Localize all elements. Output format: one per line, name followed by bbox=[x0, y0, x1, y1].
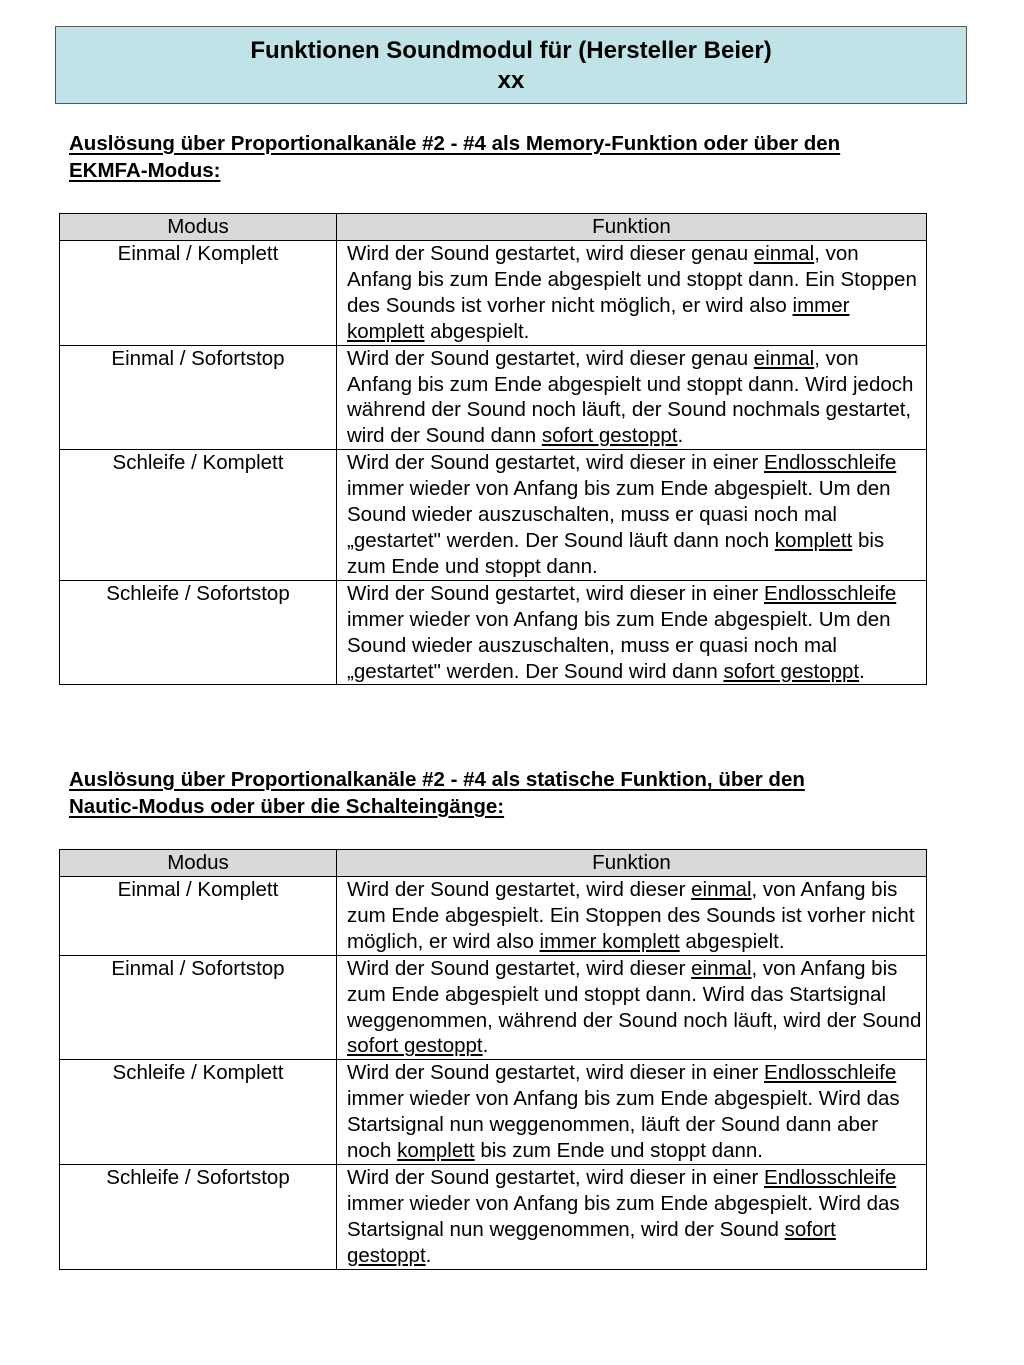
section-heading-memory bbox=[69, 130, 939, 184]
function-cell: Wird der Sound gestartet, wird dieser in einer Endlosschleife immer wieder von Anfang bis zum Ende abgespielt. Um den Sound wieder auszuschalten, muss er quasi noch mal „gestartet" werden. Der Sound wird dann sofort gestoppt. bbox=[337, 580, 927, 685]
page-title bbox=[55, 26, 967, 104]
function-cell: Wird der Sound gestartet, wird dieser einmal, von Anfang bis zum Ende abgespielt und stoppt dann. Wird das Startsignal weggenommen, während der Sound noch läuft, wird der Sound sofort gestoppt. bbox=[337, 955, 927, 1060]
mode-cell: Schleife / Sofortstop bbox=[60, 1164, 337, 1269]
section-heading-line: EKMFA-Modus: bbox=[69, 159, 221, 182]
mode-cell: Schleife / Sofortstop bbox=[60, 580, 337, 685]
function-cell: Wird der Sound gestartet, wird dieser in einer Endlosschleife immer wieder von Anfang bis zum Ende abgespielt. Wird das Startsignal nun weggenommen, wird der Sound sofort gestoppt. bbox=[337, 1164, 927, 1269]
table-row bbox=[60, 1164, 927, 1269]
section-heading-line: Auslösung über Proportionalkanäle #2 - #4 als statische Funktion, über den bbox=[69, 768, 805, 791]
memory-modes-table bbox=[59, 213, 927, 685]
section-heading-line: Nautic-Modus oder über die Schalteingänge: bbox=[69, 795, 505, 818]
column-header-function: Funktion bbox=[337, 850, 927, 877]
section-heading-static bbox=[69, 766, 939, 820]
table-row bbox=[60, 877, 927, 956]
column-header-mode: Modus bbox=[60, 850, 337, 877]
mode-cell: Schleife / Komplett bbox=[60, 450, 337, 581]
table-row bbox=[60, 1060, 927, 1165]
column-header-function: Funktion bbox=[337, 214, 927, 241]
mode-cell: Einmal / Sofortstop bbox=[60, 345, 337, 450]
mode-cell: Schleife / Komplett bbox=[60, 1060, 337, 1165]
section-heading-line: Auslösung über Proportionalkanäle #2 - #4 als Memory-Funktion oder über den bbox=[69, 132, 841, 155]
function-cell: Wird der Sound gestartet, wird dieser einmal, von Anfang bis zum Ende abgespielt. Ein Stoppen des Sounds ist vorher nicht möglich, er wird also immer komplett abgespielt. bbox=[337, 877, 927, 956]
table-row bbox=[60, 450, 927, 581]
table-row bbox=[60, 955, 927, 1060]
mode-cell: Einmal / Komplett bbox=[60, 241, 337, 346]
function-cell: Wird der Sound gestartet, wird dieser genau einmal, von Anfang bis zum Ende abgespielt und stoppt dann. Wird jedoch während der Sound noch läuft, der Sound nochmals gestartet, wird der Sound dann sofort gestoppt. bbox=[337, 345, 927, 450]
page-title-line-1: Funktionen Soundmodul für (Hersteller Beier) bbox=[250, 37, 772, 64]
function-cell: Wird der Sound gestartet, wird dieser genau einmal, von Anfang bis zum Ende abgespielt und stoppt dann. Ein Stoppen des Sounds ist vorher nicht möglich, er wird also immer komplett abgespielt. bbox=[337, 241, 927, 346]
table-row bbox=[60, 345, 927, 450]
function-cell: Wird der Sound gestartet, wird dieser in einer Endlosschleife immer wieder von Anfang bis zum Ende abgespielt. Wird das Startsignal nun weggenommen, läuft der Sound dann aber noch komplett bis zum Ende und stoppt dann. bbox=[337, 1060, 927, 1165]
column-header-mode: Modus bbox=[60, 214, 337, 241]
mode-cell: Einmal / Komplett bbox=[60, 877, 337, 956]
mode-cell: Einmal / Sofortstop bbox=[60, 955, 337, 1060]
table-row bbox=[60, 580, 927, 685]
static-modes-table bbox=[59, 849, 927, 1270]
function-cell: Wird der Sound gestartet, wird dieser in einer Endlosschleife immer wieder von Anfang bis zum Ende abgespielt. Um den Sound wieder auszuschalten, muss er quasi noch mal „gestartet" werden. Der Sound läuft dann noch komplett bis zum Ende und stoppt dann. bbox=[337, 450, 927, 581]
table-header-row bbox=[60, 214, 927, 241]
table-header-row bbox=[60, 850, 927, 877]
page-title-line-2: xx bbox=[497, 67, 525, 94]
table-row bbox=[60, 241, 927, 346]
